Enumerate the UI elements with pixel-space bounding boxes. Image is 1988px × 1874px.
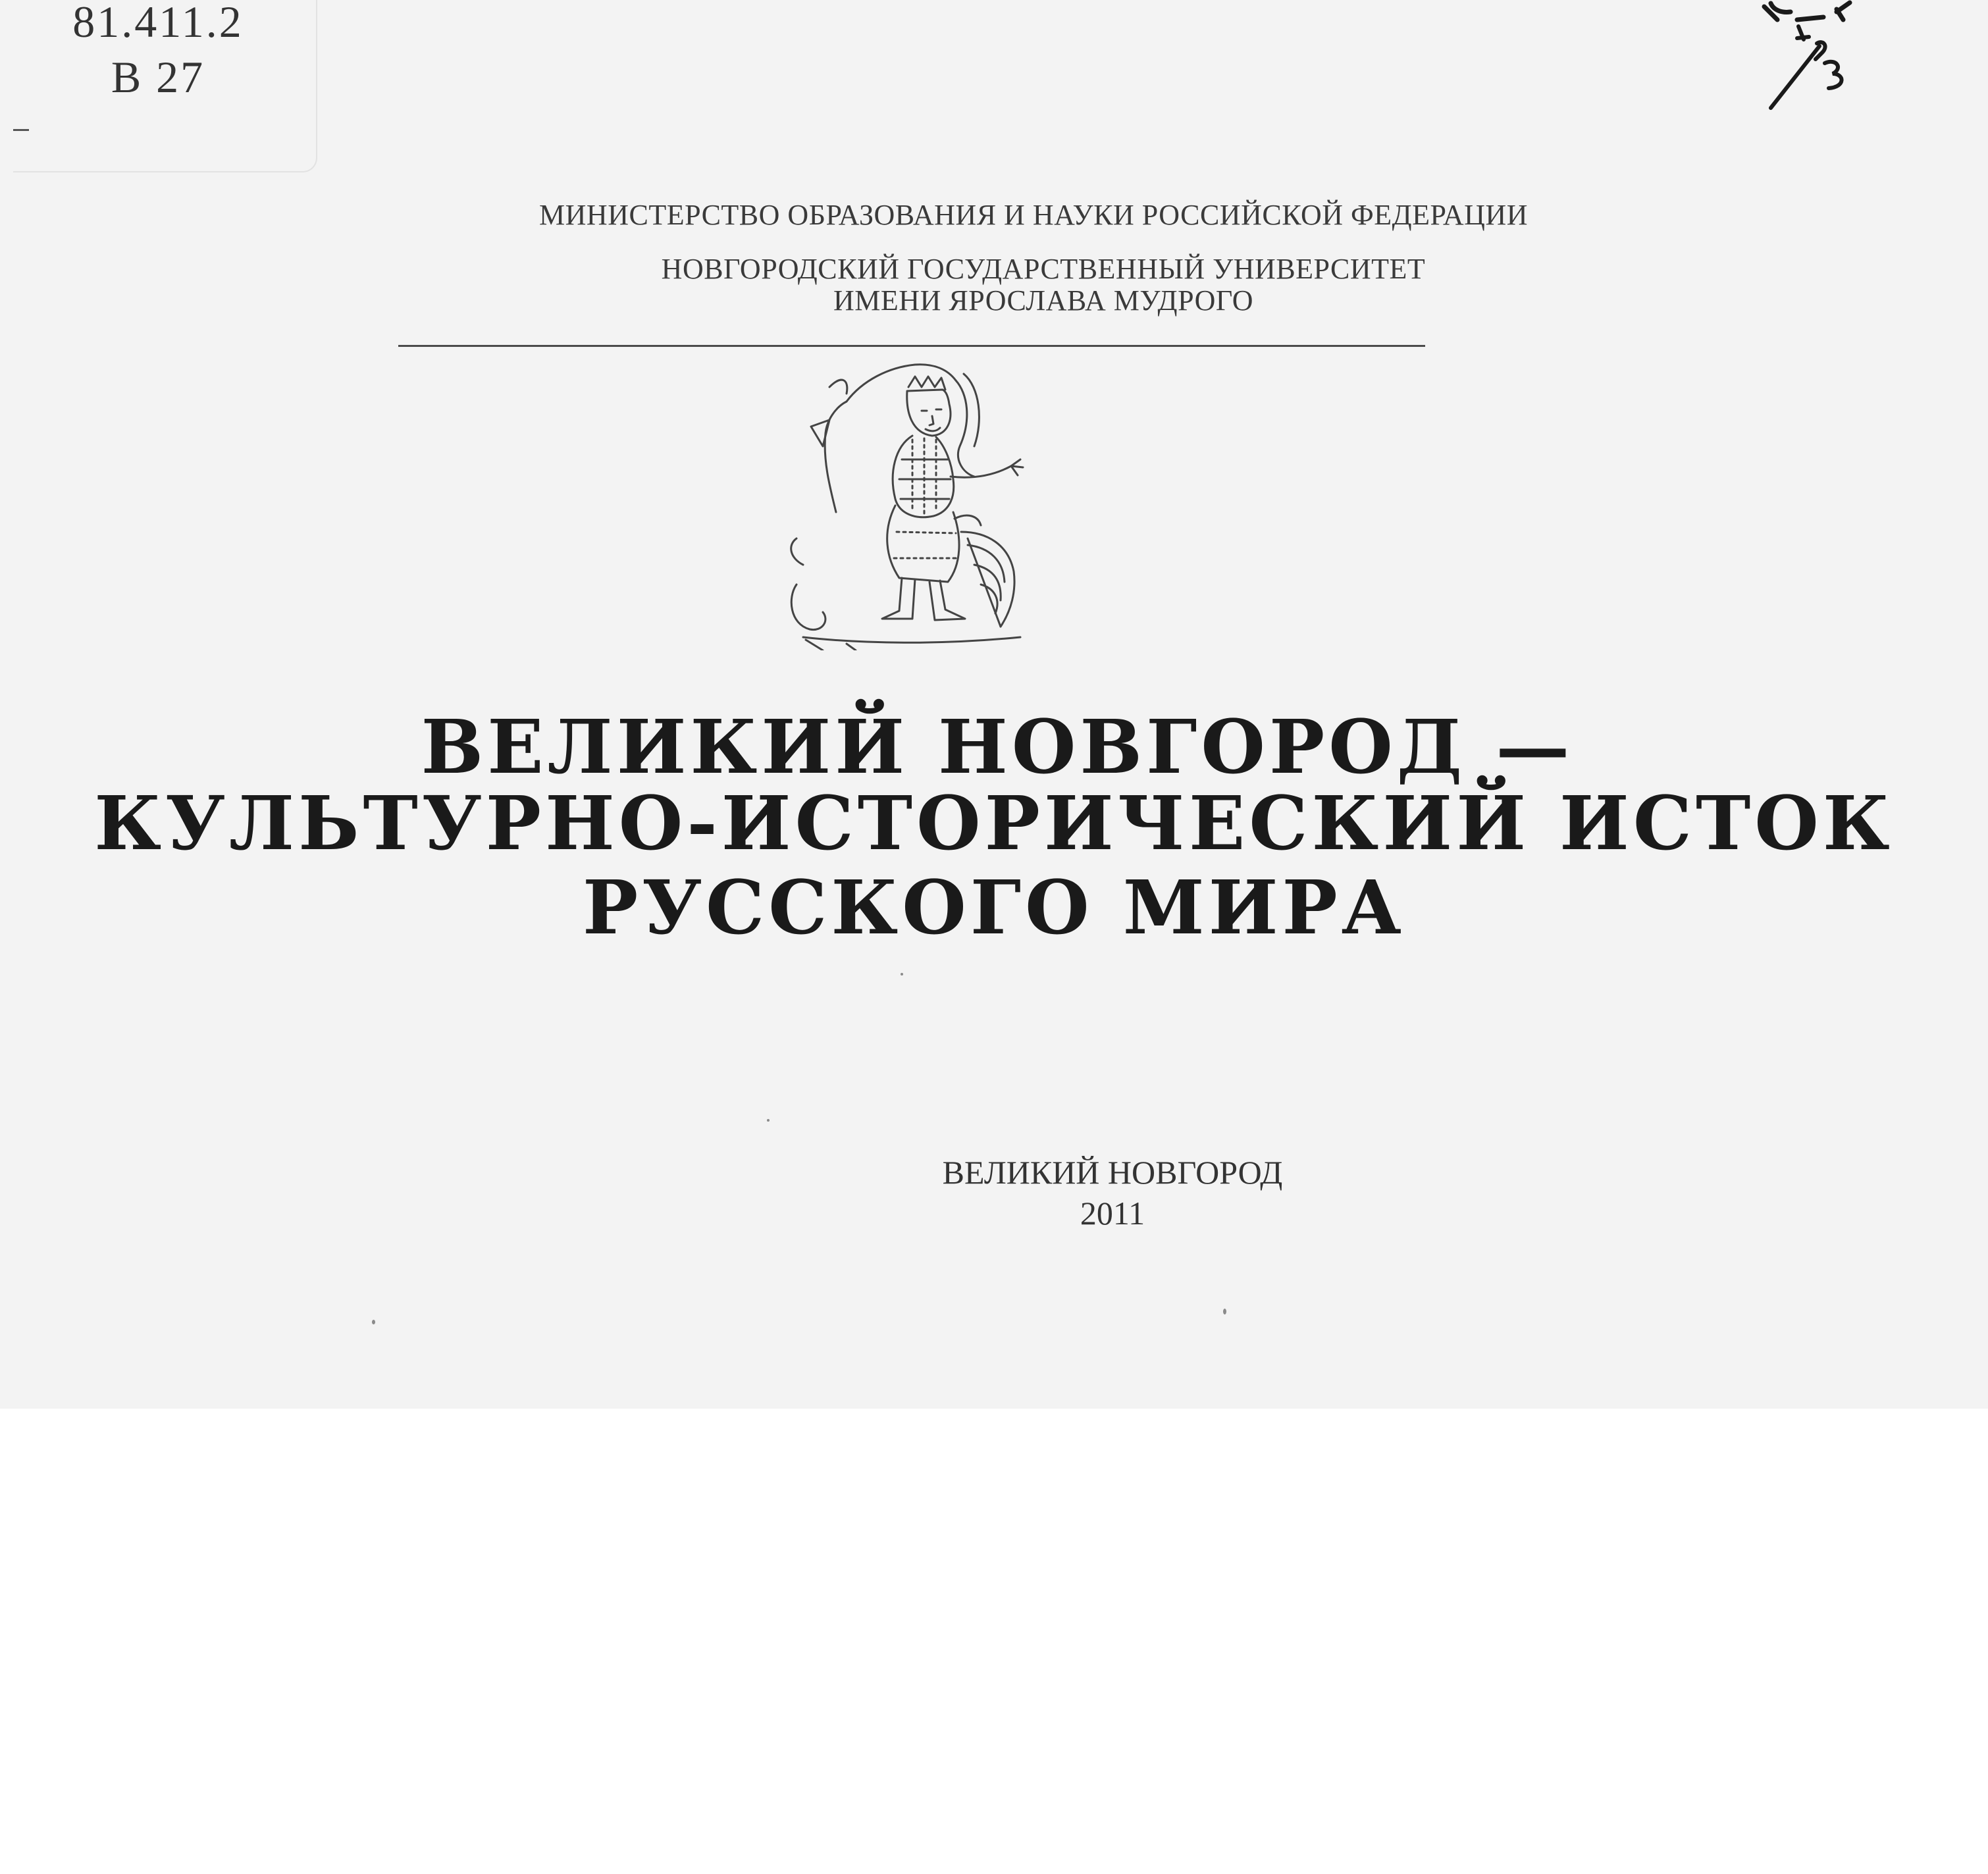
scan-speck: [372, 1320, 375, 1324]
handwritten-shelf-mark: [1751, 0, 1870, 118]
classification-code: 81.411.2: [72, 0, 244, 47]
publication-city: ВЕЛИКИЙ НОВГОРОД: [942, 1154, 1283, 1191]
university-name: НОВГОРОДСКИЙ ГОСУДАРСТВЕННЫЙ УНИВЕРСИТЕТ: [661, 253, 1426, 285]
centaur-archer-emblem-icon: [783, 348, 1047, 650]
header-divider: [398, 345, 1425, 347]
book-title-line-1: ВЕЛИКИЙ НОВГОРОД —: [421, 704, 1574, 791]
book-title-line-2: КУЛЬТУРНО-ИСТОРИЧЕСКИЙ ИСТОК: [94, 781, 1894, 867]
publication-year: 2011: [1080, 1195, 1145, 1232]
ministry-heading: МИНИСТЕРСТВО ОБРАЗОВАНИЯ И НАУКИ РОССИЙСКОЙ ФЕДЕРАЦИИ: [539, 199, 1528, 231]
scan-speck: [767, 1119, 770, 1122]
scan-speck: [1223, 1309, 1226, 1314]
university-subname: ИМЕНИ ЯРОСЛАВА МУДРОГО: [833, 284, 1253, 317]
book-title-line-3: РУССКОГО МИРА: [583, 865, 1405, 951]
scan-speck: [901, 973, 903, 976]
library-classification-box: [13, 0, 317, 172]
author-mark: В 27: [111, 52, 205, 102]
classification-dash: [13, 129, 29, 131]
